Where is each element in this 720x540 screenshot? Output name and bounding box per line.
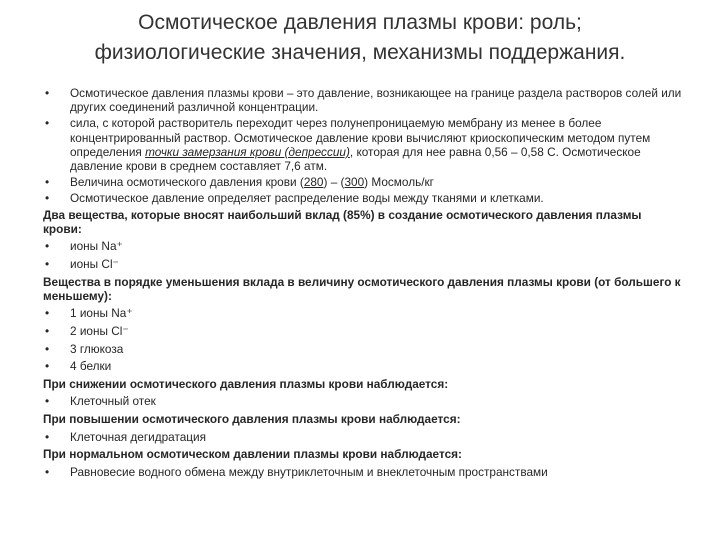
bullet-marker: • (45, 239, 50, 254)
list-item-text: 3 глюкоза (70, 341, 124, 356)
list-item (43, 306, 683, 320)
bullet-marker: • (45, 175, 50, 190)
list-item (43, 465, 683, 479)
bullet-marker: • (45, 116, 50, 131)
list-item (43, 394, 683, 408)
force-text-b: , которая для нее равна 0,56 – 0,58 С. Осмотическое давление крови в среднем составляет 7,6 атм. (70, 144, 641, 174)
bullet-distribution (43, 191, 683, 205)
slide-body (43, 86, 683, 482)
bullet-marker: • (45, 464, 50, 479)
list-item (43, 359, 683, 373)
list-item (43, 257, 683, 271)
list-item (43, 324, 683, 338)
list-item-text: ионы Na⁺ (70, 239, 123, 254)
bullet-definition (43, 86, 683, 114)
title-line-2: физиологические значения, механизмы поддержания. (94, 41, 626, 64)
list-item (43, 430, 683, 444)
list-item-text: Равновесие водного обмена между внутриклеточным и внеклеточным пространствами (70, 464, 548, 479)
bullet-force (43, 116, 683, 173)
magnitude-high-value: 300 (344, 175, 365, 190)
heading-increase: При повышении осмотического давления плазмы крови наблюдается: (43, 411, 461, 426)
bullet-marker: • (45, 191, 50, 206)
slide-title (40, 8, 680, 68)
bullet-marker: • (45, 429, 50, 444)
definition-text: Осмотическое давления плазмы крови – это давление, возникающее на границе раздела растворов солей или других соединений различной концентрации. (70, 86, 682, 115)
bullet-magnitude (43, 175, 683, 189)
list-item-text: 2 ионы Cl⁻ (70, 324, 129, 338)
bullet-marker: • (45, 394, 50, 409)
list-item (43, 342, 683, 356)
bullet-marker: • (45, 257, 50, 272)
heading-normal: При нормальном осмотическом давлении плазмы крови наблюдается: (43, 447, 462, 462)
magnitude-text-b: ) Мосмоль/кг (364, 175, 434, 190)
title-line-1: Осмотическое давления плазмы крови: роль; (138, 11, 582, 34)
bullet-marker: • (45, 359, 50, 374)
magnitude-text-mid: ) – ( (323, 175, 345, 190)
list-item-text: 1 ионы Na⁺ (70, 306, 133, 321)
heading-main-contributors: Два вещества, которые вносят наибольший вклад (85%) в создание осмотического давления плазмы крови: (43, 207, 642, 236)
list-item-text: ионы Cl⁻ (70, 257, 119, 272)
bullet-marker: • (45, 306, 50, 321)
heading-contribution-order: Вещества в порядке уменьшения вклада в величину осмотического давления плазмы крови (от большего к меньшему): (43, 274, 681, 303)
bullet-marker: • (45, 341, 50, 356)
heading-decrease: При снижении осмотического давления плазмы крови наблюдается: (43, 376, 449, 391)
list-item-text: 4 белки (70, 359, 112, 374)
bullet-marker: • (45, 324, 50, 338)
list-item-text: Клеточный отек (70, 394, 156, 409)
distribution-text: Осмотическое давление определяет распределение воды между тканями и клетками. (70, 191, 544, 206)
freezing-point-term: точки замерзания крови (депрессии) (145, 144, 350, 159)
magnitude-low-value: 280 (303, 175, 324, 190)
force-text-a: сила, с которой растворитель переходит через полунепроницаемую мембрану из менее в более концентрированный раствор. Осмотическое давление крови вычисляют криоскопическим методом путем определения (70, 116, 651, 159)
magnitude-text-a: Величина осмотического давления крови ( (70, 175, 304, 190)
list-item-text: Клеточная дегидратация (70, 429, 207, 444)
bullet-marker: • (45, 86, 50, 100)
list-item (43, 239, 683, 253)
